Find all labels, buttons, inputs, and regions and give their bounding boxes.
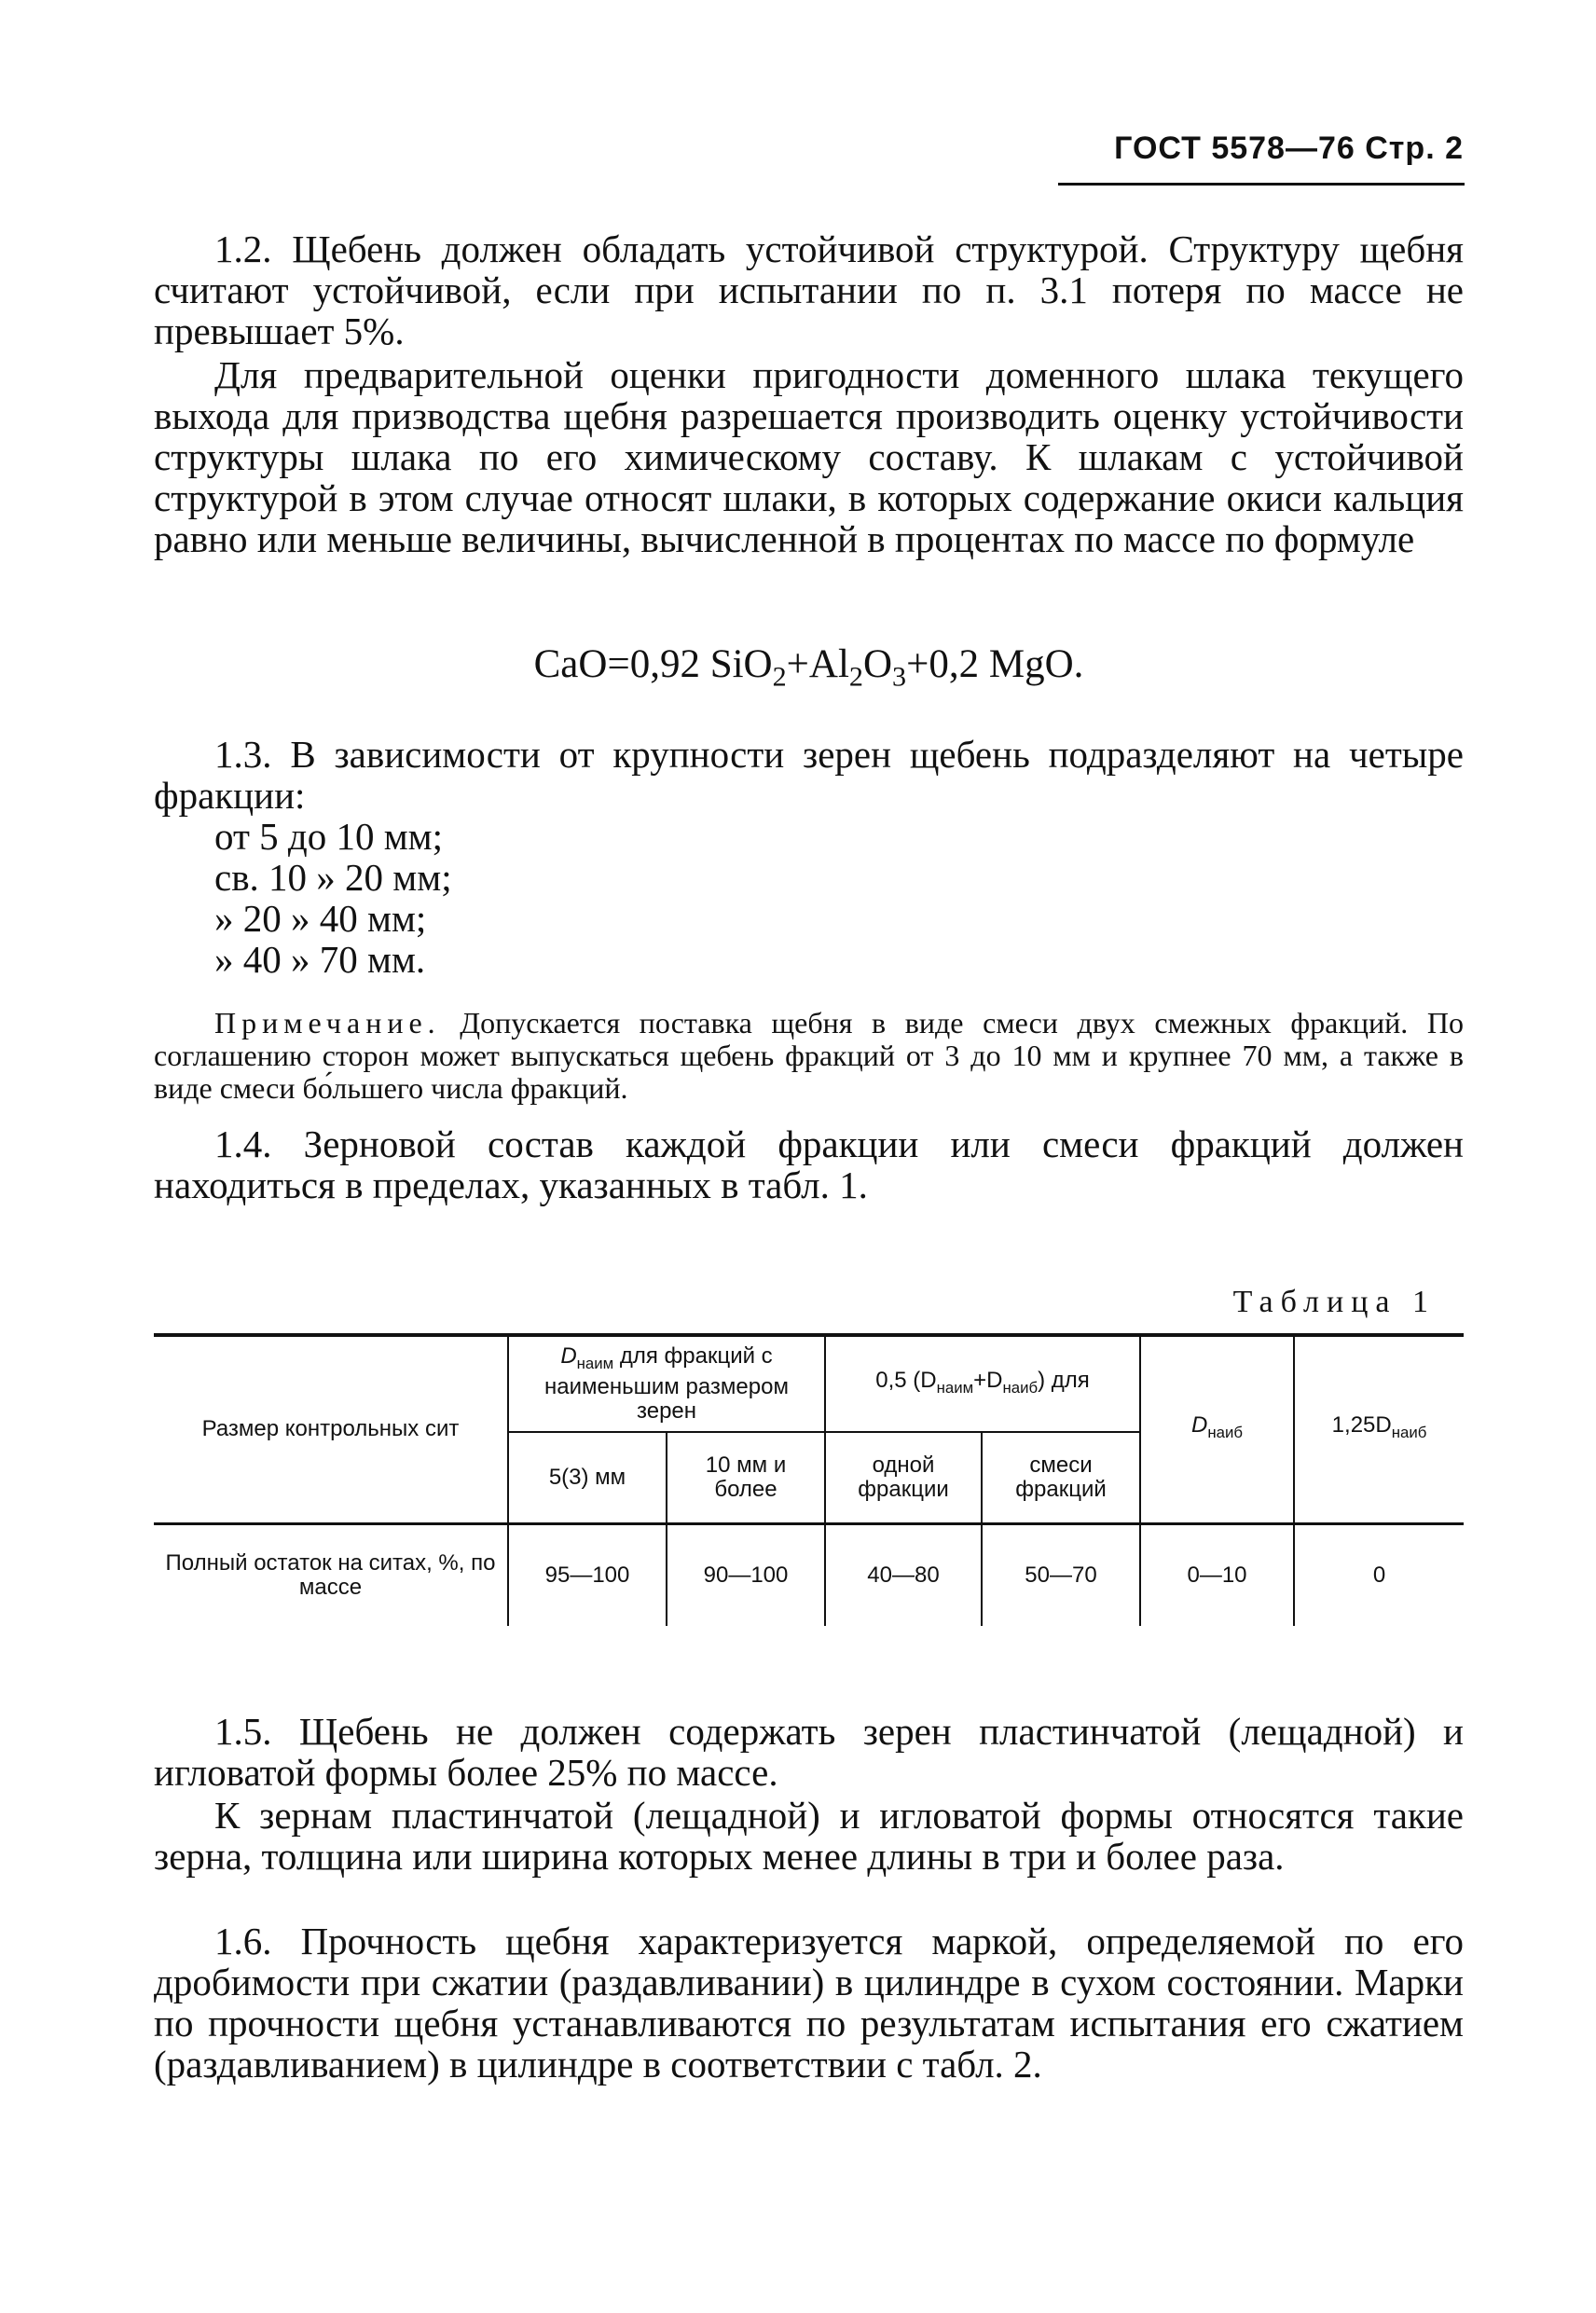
note [154, 1007, 1464, 1105]
formula-sub-2: 2 [848, 660, 863, 693]
formula [154, 641, 1464, 694]
formula-lhs: CaO=0,92 SiO [533, 642, 773, 686]
table-cell: 90—100 [667, 1523, 825, 1626]
half-mid: +D [973, 1367, 1003, 1393]
half-post: ) для [1038, 1367, 1090, 1393]
half-sub-2: наиб [1002, 1378, 1039, 1397]
paragraph-1-2-cont: Для предварительной оценки пригодности доменного шлака текущего выхода для призводства щебня разрешается производить оценку устойчивости структуры шлака по его химическому составу. К шлакам с устойчивой структурой в этом случае относят шлаки, в которых содержание окиси кальция равно или меньше величины, вычисленной в процентах по массе по формуле [154, 353, 1464, 560]
header-10mm: 10 мм и более [667, 1432, 825, 1523]
row-label: Полный остаток на ситах, %, по массе [165, 1549, 496, 1600]
dmin-sub: наим [576, 1354, 614, 1372]
note-text: Допускается поставка щебня в виде смеси двух смежных фракций. По соглашению сторон может выпускаться щебень фракций от 3 до 10 мм и крупнее 70 мм, а также в виде смеси бо́льшего числа фракций. [154, 1006, 1464, 1105]
paragraph-1-2: 1.2. Щебень должен обладать устойчивой структурой. Структуру щебня считают устойчивой, если при испытании по п. 3.1 потеря по массе не превышает 5%. [154, 227, 1464, 352]
dmax-sub: наиб [1207, 1424, 1243, 1442]
header-125-dmax [1294, 1335, 1464, 1523]
dmin-symbol: D [560, 1342, 577, 1369]
header-sieve-size: Размер контрольных сит [154, 1335, 508, 1523]
dmax-symbol: D [1191, 1412, 1208, 1439]
d125-sub: наиб [1391, 1424, 1427, 1442]
formula-rhs: +0,2 MgO. [906, 642, 1084, 686]
fraction-item: св. 10 » 20 мм; [214, 856, 452, 899]
header-half-sum [825, 1335, 1140, 1432]
header-dmin [508, 1335, 825, 1432]
formula-m1: +Al [786, 642, 849, 686]
paragraph-1-3: 1.3. В зависимости от крупности зерен щебень подразделяют на четыре фракции: [154, 733, 1464, 817]
formula-sub-3: 3 [892, 660, 907, 693]
fraction-list [214, 816, 452, 980]
half-pre: 0,5 (D [875, 1367, 937, 1393]
half-sub-1: наим [936, 1378, 974, 1397]
fraction-item: от 5 до 10 мм; [214, 815, 444, 858]
fraction-item: » 40 » 70 мм. [214, 938, 426, 981]
paragraph-1-6: 1.6. Прочность щебня характеризуется маркой, определяемой по его дробимости при сжатии (раздавливании) в цилиндре в сухом состоянии. Марки по прочности щебня устанавливаются по результатам испытания его сжатием (раздавливанием) в цилиндре в соответствии с табл. 2. [154, 1920, 1464, 2086]
paragraph-1-5: 1.5. Щебень не должен содержать зерен пластинчатой (лещадной) и игловатой формы более 25% по массе. [154, 1710, 1464, 1794]
header-one-fraction: одной фракции [825, 1432, 982, 1523]
table-1 [154, 1333, 1464, 1626]
table-cell: 95—100 [508, 1523, 667, 1626]
dmin-text: для фракций с наименьшим размером зерен [544, 1342, 789, 1425]
header-dmax [1140, 1335, 1294, 1523]
note-label: Примечание. [214, 1006, 441, 1039]
table-caption: Таблица 1 [1232, 1285, 1436, 1319]
fraction-item: » 20 » 40 мм; [214, 897, 427, 940]
table-cell: 50—70 [982, 1523, 1140, 1626]
table-cell: 40—80 [825, 1523, 982, 1626]
page-header: ГОСТ 5578—76 Стр. 2 [1114, 131, 1464, 166]
header-rule [1058, 183, 1465, 186]
d125-symbol: 1,25D [1331, 1412, 1392, 1439]
formula-sub-1: 2 [772, 660, 787, 693]
formula-m2: O [862, 642, 893, 686]
paragraph-1-5-cont: К зернам пластинчатой (лещадной) и игловатой формы относятся такие зерна, толщина или ширина которых менее длины в три и более раза. [154, 1794, 1464, 1878]
paragraph-1-4: 1.4. Зерновой состав каждой фракции или смеси фракций должен находиться в пределах, указанных в табл. 1. [154, 1122, 1464, 1206]
header-mix-fractions: смеси фракций [982, 1432, 1140, 1523]
table-cell: 0 [1294, 1523, 1464, 1626]
header-5mm: 5(3) мм [508, 1432, 667, 1523]
table-cell: 0—10 [1140, 1523, 1294, 1626]
